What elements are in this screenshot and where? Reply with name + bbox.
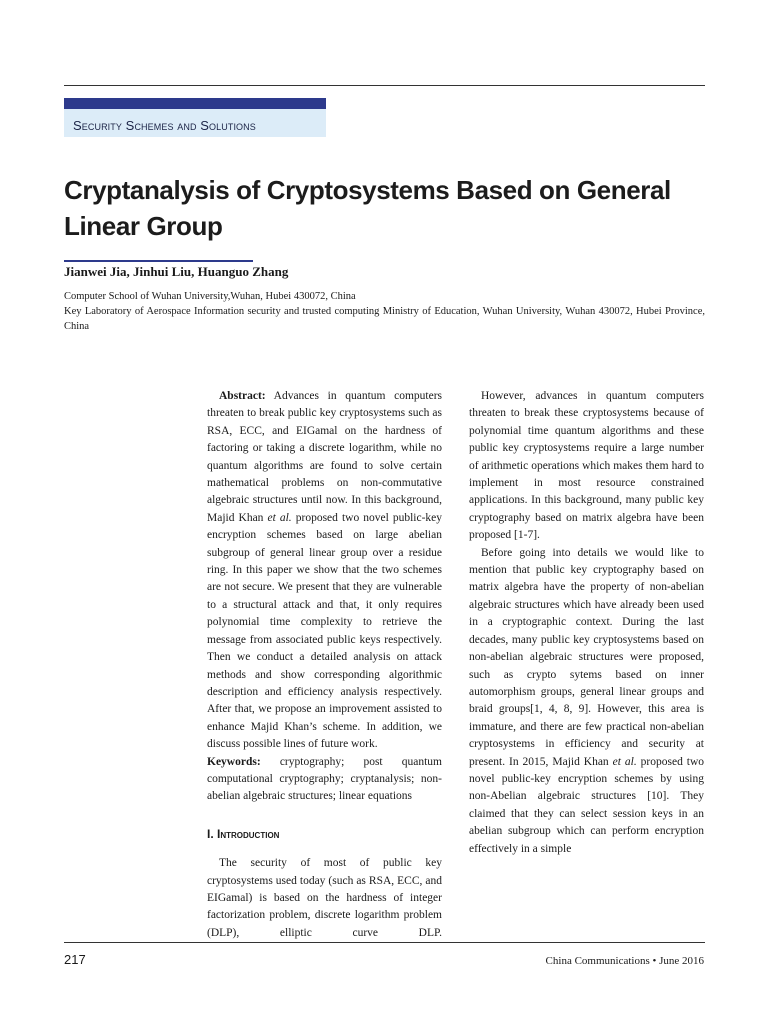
keywords-label: Keywords: bbox=[207, 755, 261, 768]
keywords-text: cryptography; post quantum computational cryptography; cryptanalysis; non-abelian algebraic structures; linear equations bbox=[207, 755, 442, 803]
right-column bbox=[469, 388, 704, 858]
intro-paragraph-2: However, advances in quantum computers threaten to break these cryptosystems because of polynomial time quantum algorithms and these public key cryptosystems require a large number of arithmetic operations which makes them hard to implement in most resource constrained applications. In this background, many public key cryptography based on matrix algebra have been proposed [1-7]. bbox=[469, 390, 704, 542]
intro-p3-text-b: proposed two novel public-key encryption schemes by using non-Abelian algebraic structures [10]. They claimed that they can select session keys in an abelian subgroup which can perform encryption effectively in a simple bbox=[469, 755, 705, 855]
paper-title: Cryptanalysis of Cryptosystems Based on General Linear Group bbox=[64, 175, 671, 241]
left-column bbox=[207, 388, 442, 942]
authors: Jianwei Jia, Jinhui Liu, Huanguo Zhang bbox=[64, 264, 289, 279]
abstract-et-al: et al. bbox=[267, 511, 292, 524]
page-number: 217 bbox=[64, 952, 86, 967]
journal-footer: China Communications • June 2016 bbox=[545, 955, 704, 967]
affiliation-2: Key Laboratory of Aerospace Information security and trusted computing Ministry of Education, Wuhan University, Wuhan 430072, Hubei Province, China bbox=[64, 306, 705, 332]
intro-p3-text-a: Before going into details we would like to mention that public key cryptography based on matrix algebra have the property of non-abelian algebraic structures which have already been used in a cryptographic context. During the last decades, many public key cryptosystems based on non-abelian algebraic structures were proposed, such as crypto sytems based on inner automorphism groups, general linear groups and braid groups[1, 4, 8, 9]. However, this area is immature, and there are few practical non-abelian cryptosystems in efficiency and security at present. In 2015, Majid Khan bbox=[469, 546, 704, 768]
intro-paragraph-1 bbox=[207, 855, 442, 942]
intro-p1-text: The security of most of public key cryptosystems used today (such as RSA, ECC, and EIGamal) is based on the hardness of integer factorization problem, discrete logarithm problem (DLP), elliptic curve DLP. bbox=[207, 857, 442, 939]
keywords bbox=[207, 754, 442, 806]
intro-paragraph-3 bbox=[469, 545, 704, 858]
intro-heading: I. Introduction bbox=[207, 826, 280, 841]
affiliation-1: Computer School of Wuhan University,Wuhan, Hubei 430072, China bbox=[64, 291, 356, 302]
section-bar bbox=[64, 98, 326, 109]
title-underline bbox=[64, 260, 253, 262]
intro-et-al: et al. bbox=[612, 755, 637, 768]
abstract-text-b: proposed two novel public-key encryption schemes based on large abelian subgroup of general linear group over a residue ring. In this paper we show that the two schemes are not secure. We present that they are vulnerable to a structural attack and that, it only requires polynomial time complexity to retrieve the message from associated public keys respectively. Then we conduct a detailed analysis on attack methods and show corresponding algorithmic description and efficiency analysis respectively. After that, we propose an improvement assisted to enhance Majid Khan’s scheme. In addition, we discuss possible lines of future work. bbox=[207, 511, 443, 751]
bottom-rule bbox=[64, 942, 705, 943]
top-rule bbox=[64, 85, 705, 86]
abstract bbox=[207, 388, 442, 754]
abstract-text-a: Advances in quantum computers threaten to break public key cryptosystems such as RSA, ECC, and EIGamal on the hardness of factoring or taking a discrete logarithm, while no quantum algorithms are found to solve certain mathematical problems on non-commutative algebraic structures until now. In this background, Majid Khan bbox=[207, 390, 442, 524]
section-label: Security Schemes and Solutions bbox=[64, 109, 326, 137]
abstract-label: Abstract: bbox=[219, 390, 266, 402]
